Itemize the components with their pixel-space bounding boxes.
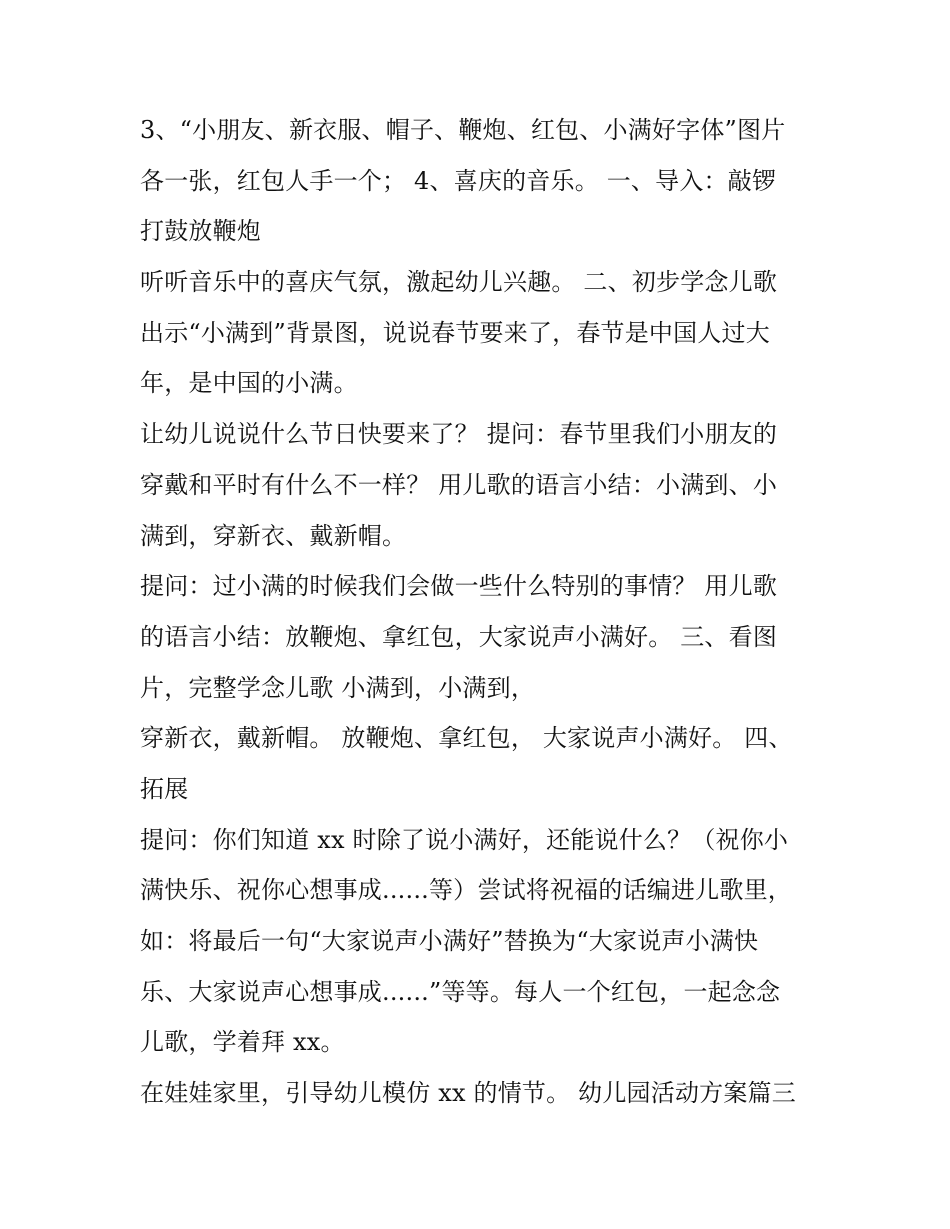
text-line: 提问：过小满的时候我们会做一些什么特别的事情？ 用儿歌 (140, 572, 778, 601)
text-line: 儿歌，学着拜 xx。 (140, 1028, 345, 1057)
text-line: 拓展 (140, 774, 189, 803)
text-line: 如：将最后一句“大家说声小满好”替换为“大家说声小满快 (140, 927, 759, 955)
text-line: 满到，穿新衣、戴新帽。 (140, 521, 407, 550)
text-line: 穿戴和平时有什么不一样？ 用儿歌的语言小结：小满到、小 (140, 470, 778, 499)
text-line: 在娃娃家里，引导幼儿模仿 xx 的情节。 幼儿园活动方案篇三 (140, 1079, 796, 1108)
text-line: 打鼓放鞭炮 (140, 217, 261, 246)
text-line: 听听音乐中的喜庆气氛，激起幼儿兴趣。 二、初步学念儿歌 (140, 268, 778, 297)
text-line: 出示“小满到”背景图，说说春节要来了，春节是中国人过大 (140, 318, 770, 347)
text-line: 穿新衣，戴新帽。 放鞭炮、拿红包， 大家说声小满好。 四、 (140, 724, 793, 753)
text-line: 满快乐、祝你心想事成......等）尝试将祝福的话编进儿歌里， (140, 876, 792, 905)
text-line: 片，完整学念儿歌 小满到，小满到， (140, 673, 536, 702)
text-line: 各一张，红包人手一个； 4、喜庆的音乐。 一、导入：敲锣 (140, 166, 777, 195)
text-line: 乐、大家说声心想事成......”等等。每人一个红包，一起念念 (140, 977, 781, 1006)
text-line: 3、“小朋友、新衣服、帽子、鞭炮、红包、小满好字体”图片 (140, 116, 786, 144)
text-line: 年，是中国的小满。 (140, 369, 358, 398)
text-line: 的语言小结：放鞭炮、拿红包，大家说声小满好。 三、看图 (140, 622, 778, 651)
text-line: 提问：你们知道 xx 时除了说小满好，还能说什么？（祝你小 (140, 825, 789, 854)
text-line: 让幼儿说说什么节日快要来了？ 提问：春节里我们小朋友的 (140, 420, 778, 449)
document-body (140, 105, 820, 1119)
